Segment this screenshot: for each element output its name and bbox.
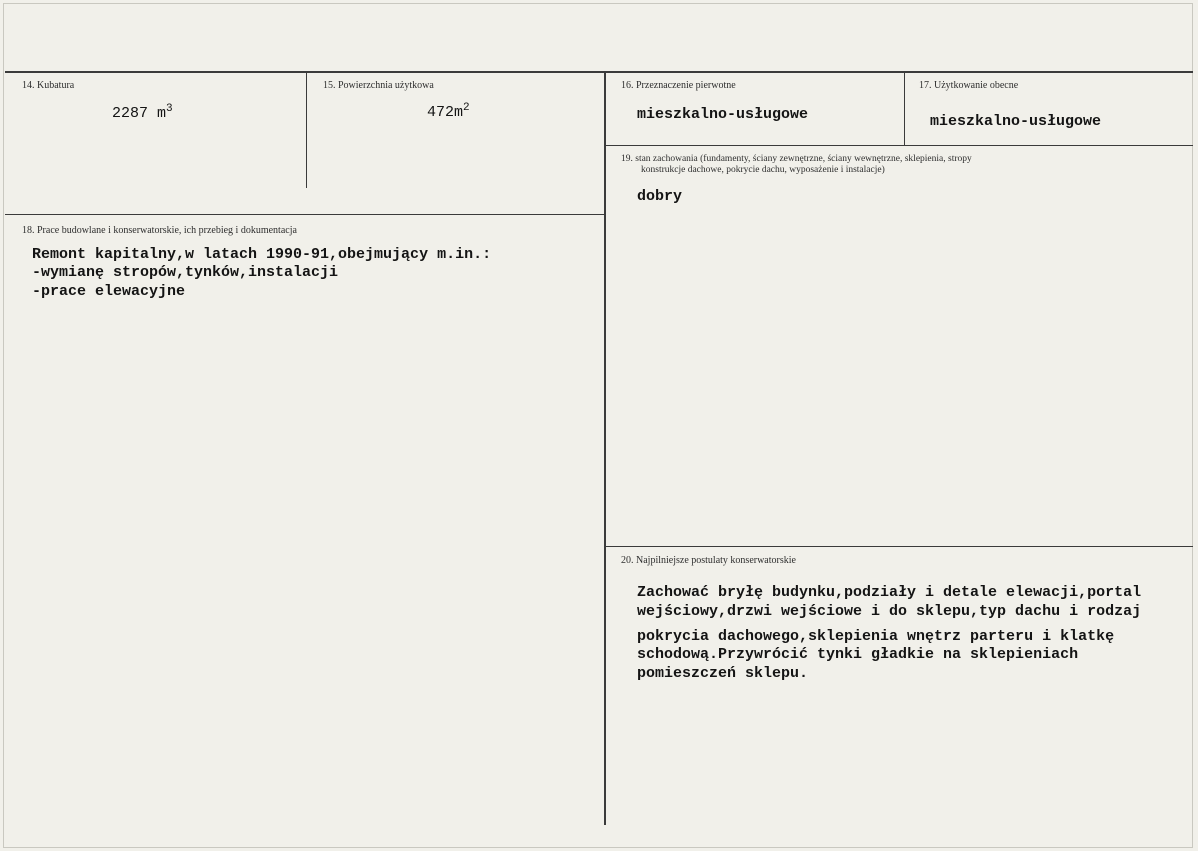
prace-line-3: -prace elewacyjne — [32, 283, 186, 300]
postulaty-line-4: schodową.Przywrócić tynki gładkie na sklepieniach — [637, 646, 1079, 663]
kubatura-number: 2287 m — [112, 105, 167, 122]
prace-budowlane-label: 18. Prace budowlane i konserwatorskie, ich przebieg i dokumentacja — [22, 225, 297, 236]
center-divider — [604, 73, 606, 825]
top-rule — [5, 71, 1193, 73]
divider-14-15 — [306, 73, 307, 188]
stan-zachowania-value: dobry — [637, 188, 683, 205]
rule-above-19 — [606, 145, 1193, 146]
powierzchnia-label: 15. Powierzchnia użytkowa — [323, 80, 434, 91]
postulaty-line-3: pokrycia dachowego,sklepienia wnętrz parteru i klatkę — [637, 628, 1115, 645]
postulaty-line-5: pomieszczeń sklepu. — [637, 665, 809, 682]
powierzchnia-value — [427, 103, 470, 122]
prace-line-2: -wymianę stropów,tynków,instalacji — [32, 264, 339, 281]
rule-above-20 — [606, 546, 1193, 547]
postulaty-line-1: Zachować bryłę budynku,podziały i detale elewacji,portal — [637, 584, 1142, 601]
powierzchnia-unit-exponent: 2 — [463, 102, 470, 114]
prace-line-1: Remont kapitalny,w latach 1990-91,obejmujący m.in.: — [32, 246, 492, 263]
powierzchnia-number: 472m — [427, 104, 464, 121]
divider-16-17 — [904, 73, 905, 145]
postulaty-line-2: wejściowy,drzwi wejściowe i do sklepu,typ dachu i rodzaj — [637, 603, 1142, 620]
rule-above-18 — [5, 214, 606, 215]
uzytkowanie-value: mieszkalno-usługowe — [930, 113, 1102, 130]
przeznaczenie-value: mieszkalno-usługowe — [637, 106, 809, 123]
kubatura-label: 14. Kubatura — [22, 80, 75, 91]
uzytkowanie-label: 17. Użytkowanie obecne — [919, 80, 1019, 91]
kubatura-value — [112, 104, 173, 123]
postulaty-label: 20. Najpilniejsze postulaty konserwatorskie — [621, 555, 796, 566]
przeznaczenie-label: 16. Przeznaczenie pierwotne — [621, 80, 736, 91]
stan-zachowania-label-line1: 19. stan zachowania (fundamenty, ściany zewnętrzne, ściany wewnętrzne, sklepienia, stropy — [621, 154, 972, 164]
stan-zachowania-label-line2: konstrukcje dachowe, pokrycie dachu, wyposażenie i instalacje) — [641, 165, 885, 175]
kubatura-unit-exponent: 3 — [166, 103, 173, 115]
